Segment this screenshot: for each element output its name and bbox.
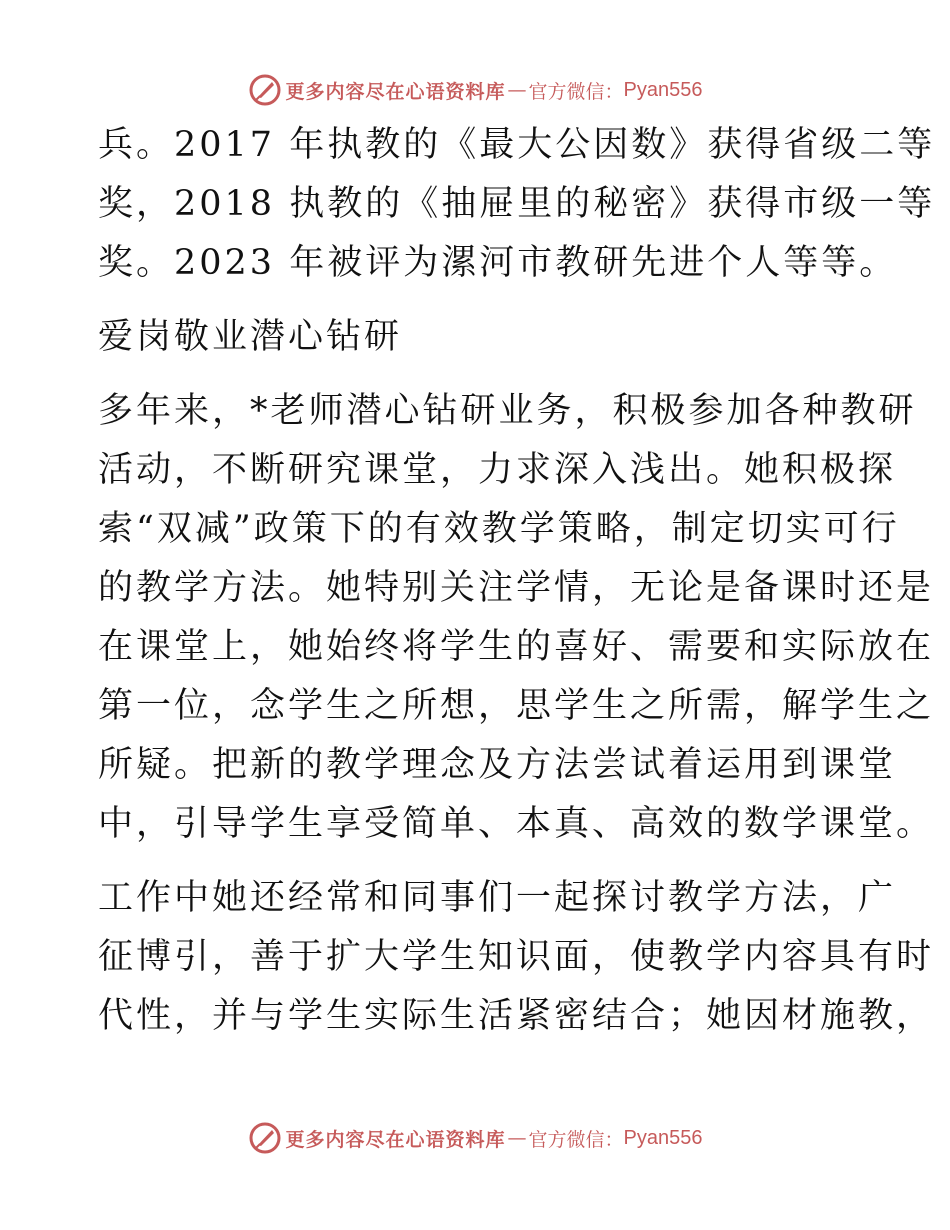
text-line: 征博引，善于扩大学生知识面，使教学内容具有时 [98,937,935,977]
text-line: 所疑。把新的教学理念及方法尝试着运用到课堂 [98,745,897,785]
watermark-separator: — [507,79,527,101]
paragraph-gap [98,854,858,869]
header-watermark [0,70,950,110]
paragraph [98,308,858,367]
paragraph [98,382,935,854]
quill-logo-icon [248,1121,282,1155]
footer-watermark [0,1118,950,1158]
quill-logo-icon [248,73,282,107]
paragraph [98,869,935,1046]
text-line: 的教学方法。她特别关注学情，无论是备课时还是 [98,568,935,608]
text-line: 爱岗敬业潜心钻研 [98,317,403,357]
paragraph-gap [98,293,858,308]
watermark-text: 更多内容尽在心语资料库 [285,80,506,103]
wechat-label: 官方微信： [528,80,624,103]
watermark-separator: — [507,1127,527,1149]
text-line: 代性，并与学生实际生活紧密结合；她因材施教， [98,996,935,1036]
text-line: 中，引导学生享受简单、本真、高效的数学课堂。 [98,804,935,844]
text-line: 在课堂上，她始终将学生的喜好、需要和实际放在 [98,627,935,667]
watermark-text: 更多内容尽在心语资料库 [285,1128,506,1151]
text-line: 活动，不断研究课堂，力求深入浅出。她积极探 [98,450,897,490]
wechat-id: Pyan556 [623,1126,703,1149]
text-line: 奖。2023 年被评为漯河市教研先进个人等等。 [98,243,898,283]
text-line: 奖，2018 执教的《抽屉里的秘密》获得市级一等 [98,184,936,224]
text-line: 工作中她还经常和同事们一起探讨教学方法，广 [98,878,897,918]
wechat-label: 官方微信： [528,1128,624,1151]
text-line: 多年来，*老师潜心钻研业务，积极参加各种教研 [98,391,917,431]
wechat-id: Pyan556 [623,78,703,101]
paragraph [98,116,936,293]
text-line: 第一位，念学生之所想，思学生之所需，解学生之 [98,686,935,726]
document-body [98,116,936,1046]
text-line: 兵。2017 年执教的《最大公因数》获得省级二等 [98,125,936,165]
text-line: 索“双减”政策下的有效教学策略，制定切实可行 [98,509,900,549]
paragraph-gap [98,367,858,382]
